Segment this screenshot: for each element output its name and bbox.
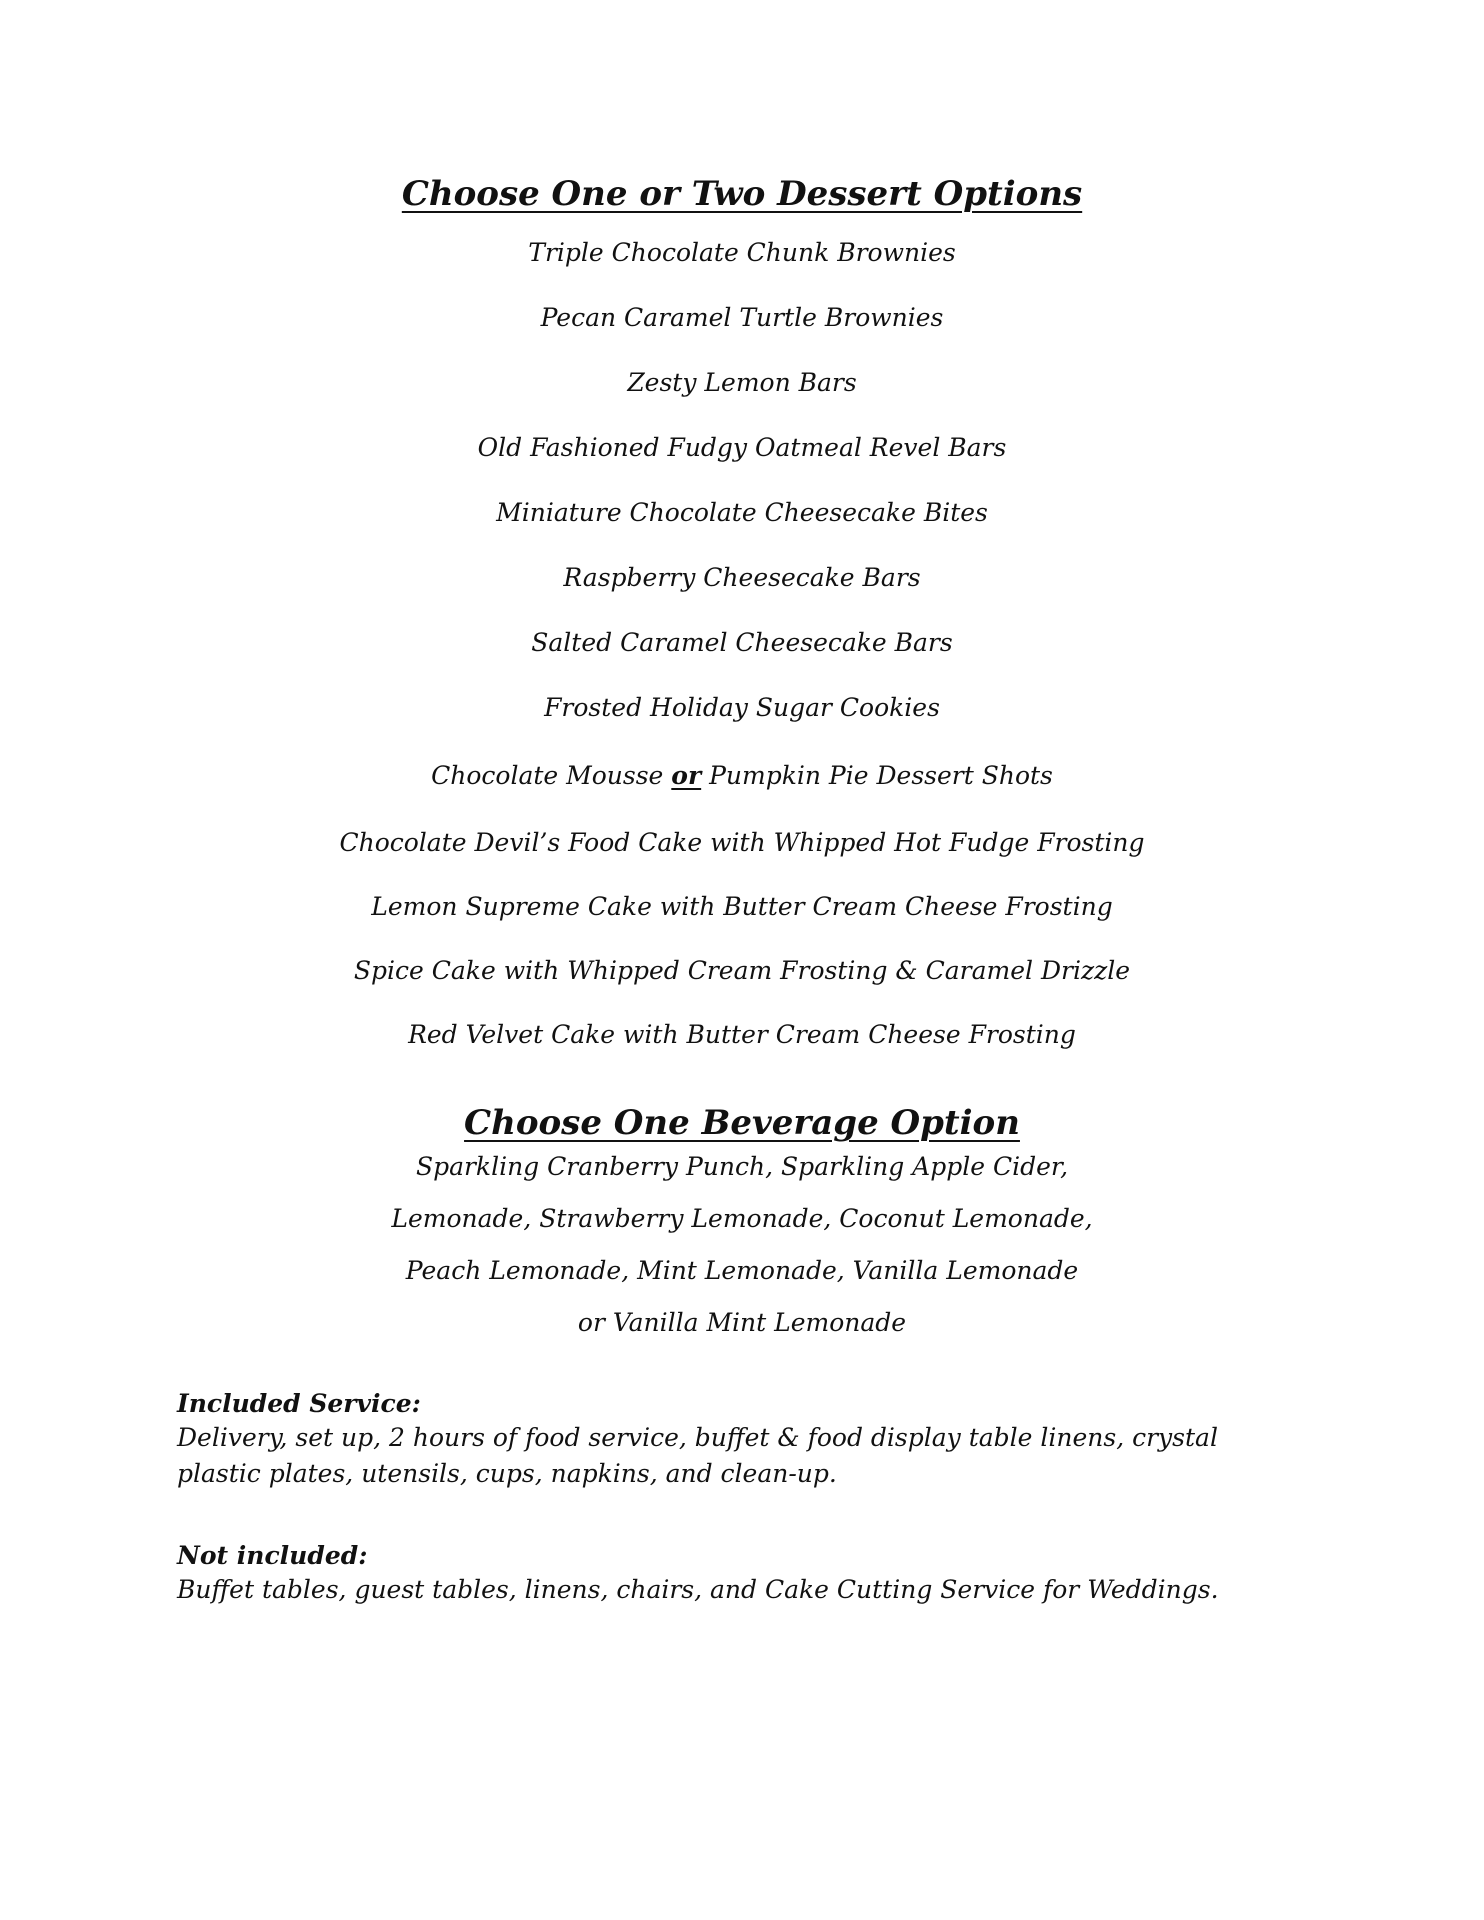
beverage-line-1 — [0, 1150, 1484, 1184]
dessert-item: Spice Cake with Whipped Cream Frosting & Caramel Drizzle — [353, 956, 1131, 985]
dessert-shots-item — [0, 759, 1484, 793]
cake-item-3 — [0, 954, 1484, 988]
included-service-label: Included Service: — [177, 1389, 421, 1418]
not-included-text: Buffet tables, guest tables, linens, chairs, and Cake Cutting Service for Weddings. — [177, 1575, 1219, 1604]
shots-before: Chocolate Mousse — [431, 761, 672, 790]
beverage-line: Sparkling Cranberry Punch, Sparkling Apple Cider, — [415, 1152, 1069, 1181]
beverage-line-3 — [0, 1254, 1484, 1288]
shots-after: Pumpkin Pie Dessert Shots — [701, 761, 1053, 790]
beverage-line: Lemonade, Strawberry Lemonade, Coconut Lemonade, — [391, 1204, 1093, 1233]
included-service-text: Delivery, set up, 2 hours of food service, buffet & food display table linens, crystal plastic plates, utensils, cups, napkins, and clean-up. — [177, 1423, 1218, 1488]
dessert-item: Zesty Lemon Bars — [627, 368, 857, 397]
dessert-item: Salted Caramel Cheesecake Bars — [531, 628, 953, 657]
dessert-item: Red Velvet Cake with Butter Cream Cheese Frosting — [408, 1020, 1076, 1049]
beverage-heading-wrap — [0, 1101, 1484, 1145]
beverage-line: Peach Lemonade, Mint Lemonade, Vanilla Lemonade — [405, 1256, 1079, 1285]
dessert-item-shots — [0, 759, 1484, 793]
beverage-line-4 — [0, 1306, 1484, 1340]
dessert-item-4 — [0, 431, 1484, 465]
dessert-item-8 — [0, 691, 1484, 725]
dessert-heading: Choose One or Two Dessert Options — [401, 174, 1083, 214]
dessert-item: Frosted Holiday Sugar Cookies — [544, 693, 940, 722]
dessert-item: Chocolate Devil’s Food Cake with Whipped Hot Fudge Frosting — [339, 828, 1145, 857]
dessert-item-7 — [0, 626, 1484, 660]
dessert-item: Miniature Chocolate Cheesecake Bites — [496, 498, 988, 527]
included-service-block — [177, 1388, 1307, 1492]
dessert-item-3 — [0, 366, 1484, 400]
dessert-heading-wrap — [0, 172, 1484, 216]
dessert-item: Pecan Caramel Turtle Brownies — [540, 303, 944, 332]
dessert-item: Old Fashioned Fudgy Oatmeal Revel Bars — [477, 433, 1007, 462]
dessert-item-1 — [0, 236, 1484, 270]
not-included-block — [177, 1540, 1307, 1608]
cake-item-4 — [0, 1018, 1484, 1052]
dessert-item-5 — [0, 496, 1484, 530]
dessert-item-2 — [0, 301, 1484, 335]
beverage-heading: Choose One Beverage Option — [464, 1103, 1020, 1143]
cake-item-1 — [0, 826, 1484, 860]
shots-or: or — [671, 761, 702, 790]
cake-item-2 — [0, 890, 1484, 924]
dessert-item: Lemon Supreme Cake with Butter Cream Cheese Frosting — [371, 892, 1113, 921]
dessert-item: Triple Chocolate Chunk Brownies — [528, 238, 956, 267]
beverage-line-2 — [0, 1202, 1484, 1236]
dessert-item: Raspberry Cheesecake Bars — [563, 563, 921, 592]
dessert-item-6 — [0, 561, 1484, 595]
not-included-label: Not included: — [177, 1541, 368, 1570]
beverage-line: or Vanilla Mint Lemonade — [577, 1308, 907, 1337]
